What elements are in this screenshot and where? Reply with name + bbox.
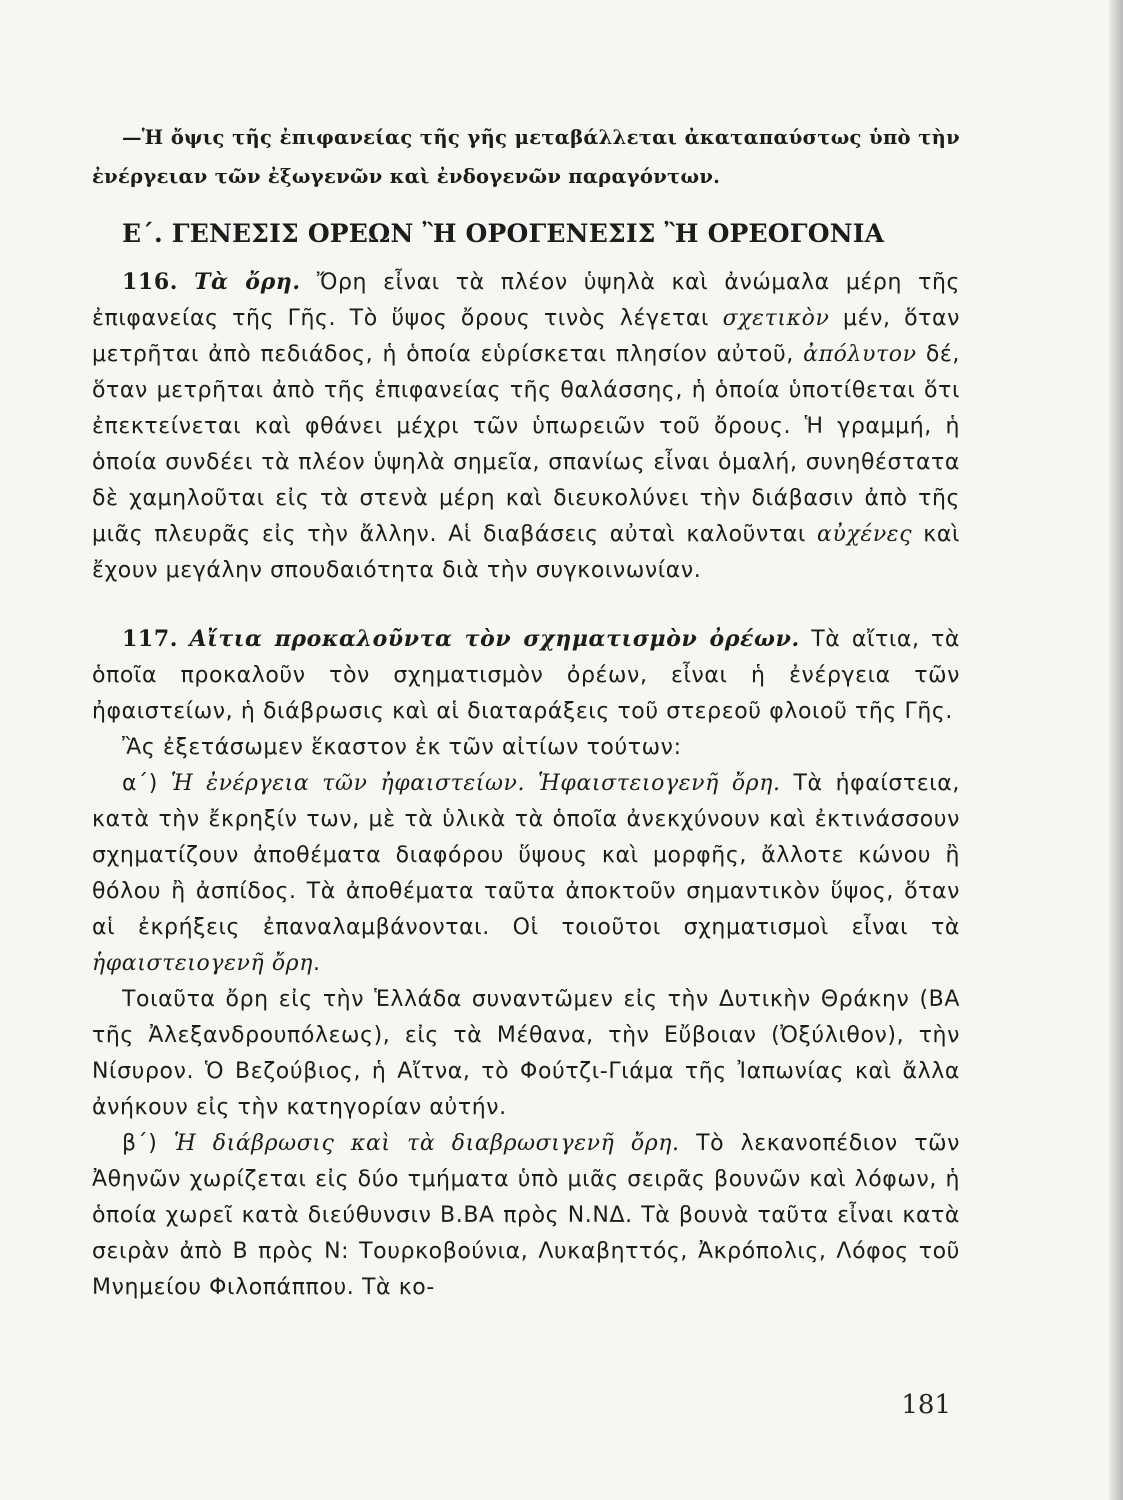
paragraph-erosion xyxy=(92,1126,960,1306)
paragraph-greece-examples: Τοιαῦτα ὄρη εἰς τὴν Ἑλλάδα συναντῶμεν εἰς τὴν Δυτικὴν Θράκην (ΒΑ τῆς Ἀλεξανδρουπόλεως), εἰς τὰ Μέθανα, τὴν Εὔβοιαν (Ὀξύλιθον), τὴν Νίσυρον. Ὁ Βεζούβιος, ἡ Αἴτνα, τὸ Φούτζι-Γιάμα τῆς Ἰαπωνίας καὶ ἄλλα ἀνήκουν εἰς τὴν κατηγορίαν αὐτήν. xyxy=(92,987,960,1120)
page-number: 181 xyxy=(901,1390,951,1420)
italic-term: αὐχένες xyxy=(817,522,913,547)
italic-term: ἀπόλυτον xyxy=(803,342,917,367)
intro-paragraph: —Ἡ ὄψις τῆς ἐπιφανείας τῆς γῆς μεταβάλλεται ἀκαταπαύστως ὑπὸ τὴν ἐνέργειαν τῶν ἐξωγενῶν καὶ ἐνδογενῶν παραγόντων. xyxy=(92,126,960,188)
section-text: μέν, ὅταν μετρῆται ἀπὸ πεδιάδος, ἡ ὁποία εὑρίσκεται πλησίον αὐτοῦ, xyxy=(92,306,960,367)
item-text: . xyxy=(313,951,321,976)
section-text: δέ, ὅταν μετρῆται ἀπὸ τῆς ἐπιφανείας τῆς θαλάσσης, ἡ ὁποία ὑποτίθεται ὅτι ἐπεκτείνεται καὶ φθάνει μέχρι τῶν ὑπωρειῶν τοῦ ὄρους. Ἡ γραμμή, ἡ ὁποία συνδέει τὰ πλέον ὑψηλὰ σημεῖα, σπανίως εἶναι ὁμαλή, συνηθέστατα δὲ χαμηλοῦται εἰς τὰ στενὰ μέρη καὶ διευκολύνει τὴν διάβασιν ἀπὸ τῆς μιᾶς πλευρᾶς εἰς τὴν ἄλλην. Αἱ διαβάσεις αὐταὶ καλοῦνται xyxy=(92,342,960,547)
section-116 xyxy=(92,264,960,589)
section-text: Τὰ αἴτια, τὰ ὁποῖα προκαλοῦν τὸν σχηματισμὸν ὀρέων, εἶναι ἡ ἐνέργεια τῶν ἠφαιστείων, ἡ διάβρωσις καὶ αἱ διαταράξεις τοῦ στερεοῦ φλοιοῦ τῆς Γῆς. xyxy=(92,627,961,724)
item-label: α΄) xyxy=(122,771,171,796)
page-edge-shadow xyxy=(1109,0,1123,1500)
item-label: β΄) xyxy=(122,1131,174,1156)
italic-term: σχετικὸν xyxy=(722,306,830,331)
page-body xyxy=(92,118,960,1306)
section-number: 116. xyxy=(122,269,178,295)
item-text: Τὸ λεκανοπέδιον τῶν Ἀθηνῶν χωρίζεται εἰς δύο τμήματα ὑπὸ μιᾶς σειρᾶς βουνῶν καὶ λόφων, ἡ ὁποία χωρεῖ κατὰ διεύθυνσιν Β.ΒΑ πρὸς Ν.ΝΔ. Τὰ βουνὰ ταῦτα εἶναι κατὰ σειρὰν ἀπὸ Β πρὸς Ν: Τουρκοβούνια, Λυκαβηττός, Ἀκρόπολις, Λόφος τοῦ Μνημείου Φιλοπάππου. Τὰ κο- xyxy=(92,1131,960,1300)
section-title: Αἴτια προκαλοῦντα τὸν σχηματισμὸν ὀρέων. xyxy=(189,626,800,652)
chapter-title: Ε΄. ΓΕΝΕΣΙΣ ΟΡΕΩΝ Ἢ ΟΡΟΓΕΝΕΣΙΣ Ἢ ΟΡΕΟΓΟΝΙΑ xyxy=(122,219,885,248)
section-117 xyxy=(92,621,960,730)
paragraph-volcanoes xyxy=(92,766,960,982)
paragraph-examine: Ἂς ἐξετάσωμεν ἕκαστον ἐκ τῶν αἰτίων τούτων: xyxy=(122,735,682,760)
item-heading: Ἡ ἐνέργεια τῶν ἠφαιστείων. Ἡφαιστειογενῆ ὄρη. xyxy=(170,771,781,796)
section-title: Τὰ ὄρη. xyxy=(194,269,301,295)
section-number: 117. xyxy=(122,626,178,652)
section-text: Ὄρη εἶναι τὰ πλέον ὑψηλὰ καὶ ἀνώμαλα μέρη τῆς ἐπιφανείας τῆς Γῆς. Τὸ ὕψος ὄρους τινὸς λέγεται xyxy=(92,270,961,331)
item-text: Τὰ ἡφαίστεια, κατὰ τὴν ἔκρηξίν των, μὲ τὰ ὑλικὰ τὰ ὁποῖα ἀνεκχύνουν καὶ ἐκτινάσσουν σχηματίζουν ἀποθέματα διαφόρου ὕψους καὶ μορφῆς, ἄλλοτε κώνου ἢ θόλου ἢ ἀσπίδος. Τὰ ἀποθέματα ταῦτα ἀποκτοῦν σημαντικὸν ὕψος, ὅταν αἱ ἐκρήξεις ἐπαναλαμβάνονται. Οἱ τοιοῦτοι σχηματισμοὶ εἶναι τὰ xyxy=(92,771,960,940)
item-heading: Ἡ διάβρωσις καὶ τὰ διαβρωσιγενῆ ὄρη. xyxy=(173,1131,680,1156)
italic-term: ἡφαιστειογενῆ ὄρη xyxy=(92,951,313,976)
section-text: καὶ ἔχουν μεγάλην σπουδαιότητα διὰ τὴν συγκοινωνίαν. xyxy=(92,522,960,583)
